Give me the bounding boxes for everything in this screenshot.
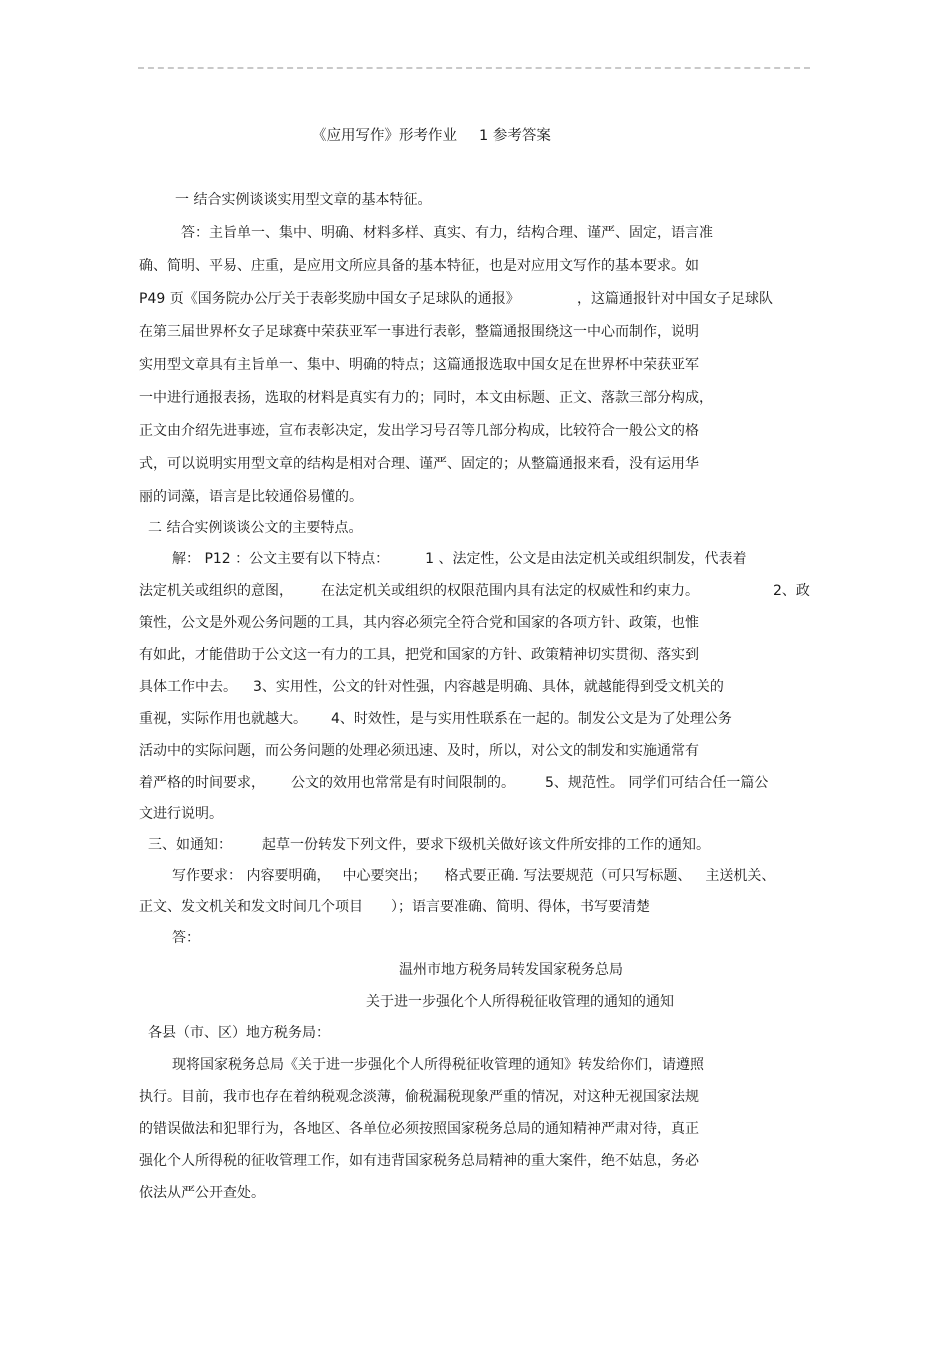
- q3-heading: [148, 835, 710, 855]
- q1-line: 式，可以说明实用型文章的结构是相对合理、谨严、固定的；从整篇通报来看，没有运用华: [139, 456, 699, 472]
- notice-body-line: 强化个人所得税的征收管理工作，如有违背国家税务总局精神的重大案件，绝不姑息，务必: [139, 1153, 699, 1169]
- q2-line: [139, 581, 699, 601]
- header-divider: [138, 67, 810, 69]
- q2-segment: 5、规范性。 同学们可结合任一篇公: [545, 775, 769, 791]
- q2-segment: 3、实用性，公文的针对性强，内容越是明确、具体，就越能得到受文机关的: [253, 679, 724, 695]
- q2-line: 策性，公文是外观公务问题的工具，其内容必须完全符合党和国家的各项方针、政策，也惟: [139, 615, 699, 631]
- notice-title-line1: 温州市地方税务局转发国家税务总局: [399, 962, 623, 978]
- q1-line: 丽的词藻，语言是比较通俗易懂的。: [139, 489, 363, 505]
- q3-requirements-cont: [139, 897, 650, 917]
- q1-line: 一中进行通报表扬，选取的材料是真实有力的；同时，本文由标题、正文、落款三部分构成，: [139, 390, 713, 406]
- q2-segment: 在法定机关或组织的权限范围内具有法定的权威性和约束力。: [321, 583, 699, 599]
- q3-requirements: [172, 866, 775, 886]
- q2-line: [139, 677, 724, 697]
- q2-line: [139, 709, 732, 729]
- q3-segment: 主送机关、: [705, 868, 776, 884]
- q2-line: 有如此，才能借助于公文这一有力的工具，把党和国家的方针、政策精神切实贯彻、落实到: [139, 647, 699, 663]
- q2-segment: 4、时效性，是与实用性联系在一起的。制发公文是为了处理公务: [331, 711, 732, 727]
- q2-segment: 具体工作中去。: [139, 679, 237, 695]
- q1-line: 答：主旨单一、集中、明确、材料多样、真实、有力，结构合理、谨严、固定，语言准: [181, 225, 713, 241]
- q1-line: P49 页《国务院办公厅关于表彰奖励中国女子足球队的通报》: [139, 291, 520, 307]
- q2-heading: 二 结合实例谈谈公文的主要特点。: [148, 520, 363, 536]
- notice-body-line: 执行。目前，我市也存在着纳税观念淡薄，偷税漏税现象严重的情况，对这种无视国家法规: [139, 1089, 699, 1105]
- q2-segment: 重视，实际作用也就越大。: [139, 711, 307, 727]
- q2-segment: 法定机关或组织的意图，: [139, 583, 293, 599]
- notice-body-line: 的错误做法和犯罪行为，各地区、各单位必须按照国家税务总局的通知精神严肃对待，真正: [139, 1121, 699, 1137]
- q2-line: [172, 549, 747, 569]
- q2-segment: 解： P12 ：公文主要有以下特点：: [172, 551, 390, 567]
- q3-answer-label: 答：: [172, 930, 200, 946]
- title-main: 《应用写作》形考作业: [312, 128, 457, 144]
- q2-segment: 公文的效用也常常是有时间限制的。: [291, 775, 515, 791]
- q2-line: [139, 773, 768, 793]
- q3-segment: 中心要突出；: [342, 868, 427, 884]
- q1-line: 正文由介绍先进事迹，宣布表彰决定，发出学习号召等几部分构成，比较符合一般公文的格: [139, 423, 699, 439]
- q3-segment: 三、如通知：: [148, 837, 232, 853]
- q2-line: 活动中的实际问题，而公务问题的处理必须迅速、及时，所以，对公文的制发和实施通常有: [139, 743, 699, 759]
- notice-recipient: 各县（市、区）地方税务局：: [148, 1025, 330, 1041]
- q3-segment: 正文、发文机关和发文时间几个项目: [139, 899, 363, 915]
- q3-segment: 起草一份转发下列文件，要求下级机关做好该文件所安排的工作的通知。: [262, 837, 710, 853]
- q1-line: 在第三届世界杯女子足球赛中荣获亚军一事进行表彰，整篇通报围绕这一中心而制作，说明: [139, 324, 699, 340]
- q3-segment: 格式要正确. 写法要规范（可只写标题、: [444, 868, 692, 884]
- q1-line: 确、简明、平易、庄重，是应用文所应具备的基本特征，也是对应用文写作的基本要求。如: [139, 258, 699, 274]
- q2-segment: 1 、法定性，公文是由法定机关或组织制发，代表着: [425, 551, 747, 567]
- notice-title-line2: 关于进一步强化个人所得税征收管理的通知的通知: [366, 994, 674, 1010]
- notice-body-line: 依法从严公开查处。: [139, 1185, 265, 1201]
- q2-segment: 着严格的时间要求，: [139, 775, 265, 791]
- q1-line: 实用型文章具有主旨单一、集中、明确的特点；这篇通报选取中国女足在世界杯中荣获亚军: [139, 357, 699, 373]
- document-title: [312, 126, 551, 146]
- q3-segment: ）；语言要准确、简明、得体，书写要清楚: [391, 899, 650, 915]
- q2-segment: 2、政: [773, 583, 810, 599]
- q2-line: 文进行说明。: [139, 806, 223, 822]
- q3-segment: 写作要求： 内容要明确，: [172, 868, 331, 884]
- q1-line: ，这篇通报针对中国女子足球队: [577, 291, 773, 307]
- notice-body-line: 现将国家税务总局《关于进一步强化个人所得税征收管理的通知》转发给你们，请遵照: [172, 1057, 704, 1073]
- title-suffix: 1 参考答案: [479, 128, 551, 144]
- q1-heading: 一 结合实例谈谈实用型文章的基本特征。: [175, 192, 432, 208]
